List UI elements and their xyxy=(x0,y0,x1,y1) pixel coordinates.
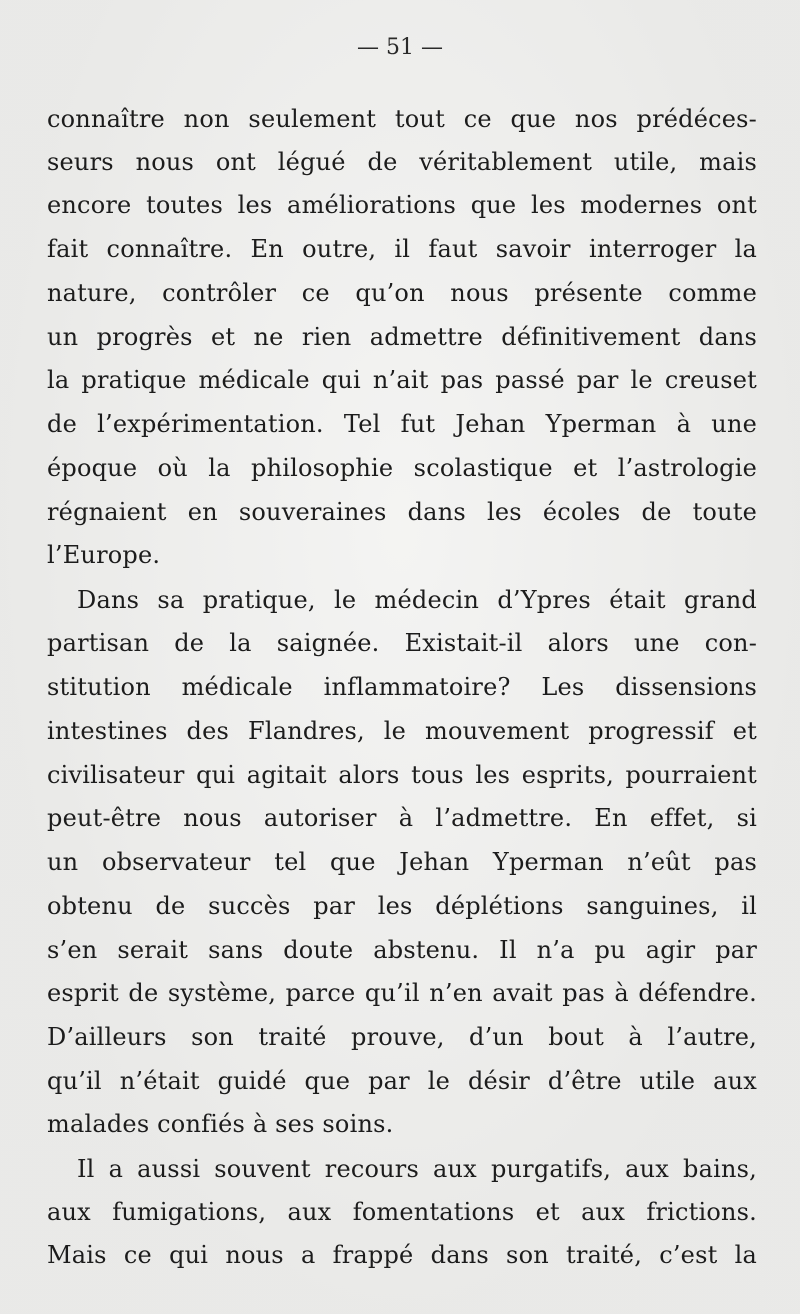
text-line: obtenu de succès par les déplétions sanguines, il xyxy=(47,892,757,920)
text-line: époque où la philosophie scolastique et l’astrologie xyxy=(47,454,757,482)
text-line: connaître non seulement tout ce que nos prédéces- xyxy=(47,105,757,133)
text-line: la pratique médicale qui n’ait pas passé par le creuset xyxy=(47,366,757,394)
text-line: Il a aussi souvent recours aux purgatifs, aux bains, xyxy=(77,1155,757,1183)
page-number: — 51 — xyxy=(357,35,443,60)
text-line: Dans sa pratique, le médecin d’Ypres était grand xyxy=(77,586,757,614)
text-line: partisan de la saignée. Existait-il alors une con- xyxy=(47,629,757,657)
text-line: qu’il n’était guidé que par le désir d’être utile aux xyxy=(47,1067,757,1095)
text-line: civilisateur qui agitait alors tous les esprits, pourraient xyxy=(47,761,757,789)
text-line: intestines des Flandres, le mouvement progressif et xyxy=(47,717,757,745)
text-line: l’Europe. xyxy=(47,541,161,569)
text-line: malades confiés à ses soins. xyxy=(47,1110,394,1138)
text-line: de l’expérimentation. Tel fut Jehan Yperman à une xyxy=(47,410,757,438)
text-line: fait connaître. En outre, il faut savoir interroger la xyxy=(47,235,757,263)
text-line: esprit de système, parce qu’il n’en avait pas à défendre. xyxy=(47,979,757,1007)
text-line: un progrès et ne rien admettre définitivement dans xyxy=(47,323,757,351)
text-line: Mais ce qui nous a frappé dans son traité, c’est la xyxy=(47,1241,757,1269)
text-line: seurs nous ont légué de véritablement utile, mais xyxy=(47,148,757,176)
text-line: stitution médicale inflammatoire? Les dissensions xyxy=(47,673,757,701)
text-line: un observateur tel que Jehan Yperman n’eût pas xyxy=(47,848,757,876)
text-line: régnaient en souveraines dans les écoles de toute xyxy=(47,498,757,526)
text-line: D’ailleurs son traité prouve, d’un bout à l’autre, xyxy=(47,1023,757,1051)
text-line: peut-être nous autoriser à l’admettre. En effet, si xyxy=(47,804,757,832)
text-line: s’en serait sans doute abstenu. Il n’a pu agir par xyxy=(47,936,757,964)
text-line: encore toutes les améliorations que les modernes ont xyxy=(47,191,757,219)
text-line: nature, contrôler ce qu’on nous présente comme xyxy=(47,279,757,307)
text-line: aux fumigations, aux fomentations et aux frictions. xyxy=(47,1198,757,1226)
